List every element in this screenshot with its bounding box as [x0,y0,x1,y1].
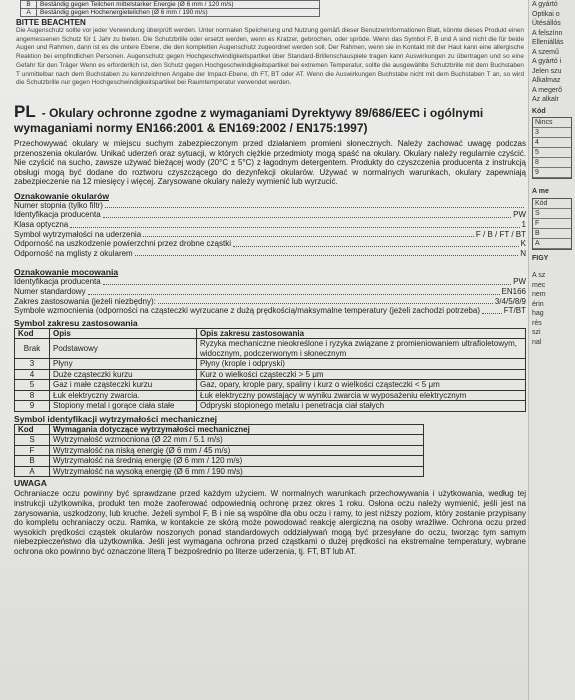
marking-row [14,201,526,211]
table-row [15,390,526,401]
strip-line: érin [532,300,544,308]
strip-line: S [533,209,571,219]
strip-line: F [533,219,571,229]
marking-label: Identyfikacja producenta [14,210,101,220]
name-cell: Płyny [50,359,197,370]
description-cell: Ryzyka mechaniczne nieokreślone i ryzyka związane z promieniowaniem ultrafioletowym, widocznym, podczerwonym i słonecznym [197,339,526,359]
marking-value: K [520,239,526,249]
marking-row [14,230,526,240]
table-row [15,401,526,412]
requirement-cell: Wytrzymałość na niską energię (Ø 6 mm / 45 m/s) [50,445,424,456]
strip-line: mec [532,281,546,289]
marking-label: Odporność na uszkodzenie powierzchni przez drobne cząstki [14,239,232,249]
strip-line: Kód [533,199,571,209]
code-cell: F [15,445,50,456]
impact-table-title: Symbol identyfikacji wytrzymałości mechanicznej [14,413,217,424]
strip-line: Optikai o [532,10,560,18]
strip-line: Jelen szu [532,67,562,75]
strip-line: rés [532,319,542,327]
pl-title [14,101,526,136]
strip-line: Nincs [533,118,571,128]
strip-line: nal [532,338,542,346]
marking-label: Numer standardowy [14,287,86,297]
name-cell: Duże cząsteczki kurzu [50,369,197,380]
table-row [15,369,526,380]
text-cell: Beständig gegen Hochenergieteilchen (Ø 6 mm / 190 m/s) [37,9,320,17]
code-cell: A [21,9,37,17]
strip-line: A gyártó i [532,58,562,65]
marking-row [14,297,526,307]
marking-label: Symbole wzmocnienia (odporności na cząsteczki wyrzucane z dużą prędkością/maksymalne temperatury (jeżeli zachodzi potrzeba) [14,306,480,316]
description-cell: Gaz, opary, krople pary, spaliny i kurz o wielkości cząsteczki < 5 μm [197,380,526,391]
name-cell: Podstawowy [50,339,197,359]
dot-leader [233,239,519,247]
marking-value: PW [513,210,526,220]
strip-line: 8 [533,158,571,168]
dot-leader [482,306,502,314]
table-row [15,380,526,391]
marking-value: N [520,248,526,258]
table-row [15,435,424,446]
text-cell: Beständig gegen Teilchen mittelstarker Energie (Ø 6 mm / 120 m/s) [37,1,320,9]
table-header-row [15,328,526,339]
marking-label: Klasa optyczna [14,220,69,230]
strip-warning-label: FIGY [532,254,549,262]
strip-line: A [533,239,571,249]
marking-row [14,249,526,259]
scope-table [14,328,526,412]
marking-row [14,220,526,230]
marking-value: PW [513,277,526,287]
table-row [15,339,526,359]
language-code: PL [14,101,36,121]
dot-leader [105,201,524,209]
code-cell: 3 [15,359,50,370]
strip-line: A gyártó [532,1,558,8]
dot-leader [103,210,511,218]
code-cell: 8 [15,390,50,401]
de-paragraph: Die Augenschutz sollte vor jeder Verwendung überprüft werden. Unter normalen Speicherung und Nutzung gemäß dieser Benutzerinformationen Blatt, könnte dieses Produkt einen angemessenen Schutz für 1 Jahr zu bieten. Die Schutzbrille oder ersetzt werden, wenn es Kratzer, gebrochen, oder spröde. Wenn das Symbol F, B und A sind nicht die für beide Augen und Rahmen, dann ist es die untere Ebene, die den kompletten Augenschutz zugeordnet werden soll. Der Rahmen, wenn sie in Kontakt mit der Haut kann eine allergische Reaktion bei empfindlichen Personen. Augenschutz gegen Hochgeschwindigkeitspartikel über Standard-Brillenschauspiele tragen kann Auswirkungen zu übertragen und so eine Gefahr für den Träger Wenn es erforderlich ist, den Schutz gegen Hochgeschwindigkeitspartikel bei extremen Temperatur, sollte die ausgewählte Schutzbrille mit dem Buchstaben T unmittelbar nach dem Buchstaben zu kennzeichnen Angabe der Impact-Ebene, dh FT, BT oder AT. Wenn die Auswirkungen Buchstabe nicht mit dem Buchstaben T an, so wird die Schutzbrille nur gegen Hochgeschwindigkeitspartikel bei Raumtemperatur verwendet werden. [16,27,524,87]
requirement-cell: Wytrzymałość na wysoką energię (Ø 6 mm / 190 m/s) [50,466,424,477]
main-column [14,0,526,556]
table-header-row [15,424,424,435]
marking-row [14,306,526,316]
code-cell: 9 [15,401,50,412]
strip-line: 3 [533,128,571,138]
name-cell: Gaz i małe cząsteczki kurzu [50,380,197,391]
pl-title-text: - Okulary ochronne zgodne z wymaganiami Dyrektywy 89/686/EEC i ogólnymi wymaganiami normy EN166:2001 & EN169:2002 / EN175:1997) [14,105,484,135]
strip-line: 5 [533,148,571,158]
adjacent-page-strip [528,0,575,700]
marking-label: Identyfikacja producenta [14,277,101,287]
warning-paragraph: Ochraniacze oczu powinny być sprawdzane przed każdym użyciem. W normalnych warunkach przechowywania i użytkowania, według tej instrukcji użytkownika, produkt ten może zaoferować odpowiednią ochronę przez okres 1 roku. Osłona oczu należy wymienić, jeśli jest na zarysowania, uszkodzony, lub kruche. Jeżeli symbol F, B i nie są wspólne dla obu oczu i ramy, to jest niższy poziom, który zostanie przypisany do kompletu ochraniaczy oczu. Ramka, w kontakcie ze skórą może powodować reakcję alergiczną na osoby wrażliwe. Ochrona oczu przed wysokich prędkości cząstek okularów noszonych ponad standardowych oddziaływań mogą być przesyłane do oczu, tworząc tym samym niebezpieczeństwo dla użytkownika. Jeśli jest wymagana ochrona przed cząstkami o dużej prędkości na ekstremalne temperatury, wybrane ochrona oko powinno być oznaczone literą T bezpośrednio po literze uderzenia, tj. FT, BT lub AT. [14,489,526,556]
marking-label: Odporność na mglisty z okularem [14,248,133,258]
strip-code-box [532,117,572,179]
warning-heading: UWAGA [14,478,47,489]
description-cell: Odpryski stopionego metalu i penetracja ciał stałych [197,401,526,412]
name-cell: Łuk elektryczny zwarcia. [50,390,197,401]
marking-value: F / B / FT / BT [475,229,526,239]
strip-line: B [533,229,571,239]
table-row [15,456,424,467]
code-cell: A [15,466,50,477]
column-header: Opis zakresu zastosowania [197,328,526,339]
table-row [15,466,424,477]
dot-leader [103,277,511,285]
column-header: Kod [15,328,50,339]
scope-table-title: Symbol zakresu zastosowania [14,317,138,328]
strip-line: szi [532,329,541,336]
strip-line: Elleniállás [532,39,564,46]
description-cell: Kurz o wielkości cząsteczki > 5 μm [197,369,526,380]
table-row [15,445,424,456]
strip-impact-box [532,198,572,250]
frame-marking-heading: Oznakowanie mocowania [14,267,119,278]
table-row [21,1,320,9]
top-impact-table [20,0,320,17]
column-header: Kod [15,424,50,435]
name-cell: Stopiony metal i gorące ciała stałe [50,401,197,412]
code-cell: B [15,456,50,467]
pl-paragraph: Przechowywać okulary w miejscu suchym zabezpieczonym przed działaniem promieni słonecznych. Należy zachować uwagę podczas przenoszenia okularów. Unikać uderzeń oraz sytuacji, w których ciężkie przedmioty mogą spaść na okulary. Okulary należy regularnie czyścić. Nie czyścić na sucho, zawsze używać bieżącej wody (20°C ± 5°C) z łagodnym detergentem. Produkty do czyszczenia producenta z instrukcją obsługi mogą być dodane do roztworu czyszczącego do dezynfekcji okularów. Używać w normalnych warunkach, okulary zapewniają zabezpieczenie na 12 miesięcy i więcej. Zarysowane okulary należy wymienić lub wyrzucić. [14,138,526,187]
description-cell: Łuk elektryczny powstający w wyniku zwarcia w wyposażeniu elektrycznym [197,390,526,401]
lens-marking-heading: Oznakowanie okularów [14,190,110,201]
marking-row [14,210,526,220]
de-heading: BITTE BEACHTEN [16,18,86,27]
code-cell: Brak [15,339,50,359]
strip-line: 9 [533,168,571,178]
requirement-cell: Wytrzymałość na średnią energię (Ø 6 mm / 120 m/s) [50,456,424,467]
dot-leader [135,249,519,257]
dot-leader [143,230,474,238]
marking-row [14,239,526,249]
marking-value: 1 [521,220,526,230]
strip-line: Ütésállós [532,20,561,27]
strip-kod-label: Kód [532,107,546,115]
strip-mid-label: A me [532,188,549,195]
code-cell: 4 [15,369,50,380]
column-header: Opis [50,328,197,339]
frame-marking-list [14,277,526,315]
strip-line: A megerő [532,86,562,94]
dot-leader [158,297,493,305]
code-cell: 5 [15,380,50,391]
lens-marking-list [14,201,526,259]
description-cell: Płyny (krople i odpryski) [197,359,526,370]
marking-label: Numer stopnia (tylko filtr) [14,200,103,210]
marking-row [14,287,526,297]
requirement-cell: Wytrzymałość wzmocniona (Ø 22 mm / 5.1 m/s) [50,435,424,446]
table-row [21,9,320,17]
marking-row [14,277,526,287]
strip-line: hag [532,310,544,317]
code-cell: S [15,435,50,446]
strip-line: A szemű [532,48,559,56]
table-row [15,359,526,370]
strip-line: A sz [532,272,546,279]
marking-label: Symbol wytrzymałości na uderzenia [14,229,142,239]
marking-value: FT/BT [503,306,526,316]
strip-line: 4 [533,138,571,148]
impact-table [14,424,424,478]
marking-label: Zakres zastosowania (jeżeli niezbędny): [14,296,156,306]
column-header: Wymagania dotyczące wytrzymałości mechanicznej [50,424,424,435]
strip-line: Alkalmaz [532,77,561,84]
strip-line: nem [532,291,546,298]
dot-leader [88,287,500,295]
marking-value: 3/4/5/8/9 [494,296,526,306]
code-cell: B [21,1,37,9]
dot-leader [70,220,519,228]
marking-value: EN166 [501,287,526,297]
strip-line: Az alkalr [532,96,559,103]
strip-line: A felszínn [532,29,563,37]
